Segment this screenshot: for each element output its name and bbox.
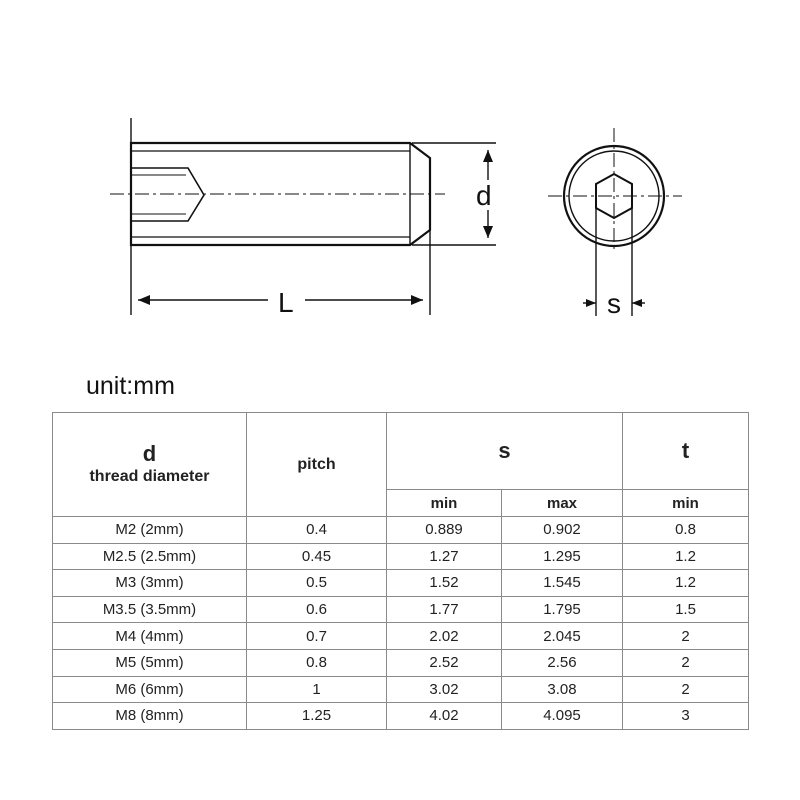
cell-s-min: 2.02 (387, 623, 502, 650)
cell-t-min: 2 (623, 649, 749, 676)
cell-thread-size: M3.5 (3.5mm) (53, 596, 247, 623)
cell-s-min: 2.52 (387, 649, 502, 676)
cell-pitch: 1.25 (247, 703, 387, 730)
set-screw-technical-drawing (0, 0, 800, 360)
cell-s-max: 2.045 (502, 623, 623, 650)
table-row (53, 596, 749, 623)
cell-t-min: 1.5 (623, 596, 749, 623)
cell-s-min: 3.02 (387, 676, 502, 703)
cell-t-min: 2 (623, 623, 749, 650)
screw-end-view (548, 128, 682, 252)
header-d-desc: thread diameter (89, 467, 210, 485)
header-t-min: min (623, 490, 749, 517)
cell-s-min: 1.27 (387, 543, 502, 570)
cell-thread-size: M5 (5mm) (53, 649, 247, 676)
cell-t-min: 1.2 (623, 543, 749, 570)
label-s: s (607, 288, 621, 319)
label-L: L (278, 287, 294, 318)
header-t (623, 413, 749, 490)
cell-pitch: 0.6 (247, 596, 387, 623)
table-row (53, 517, 749, 544)
cell-s-max: 1.295 (502, 543, 623, 570)
header-s-label: s (498, 438, 511, 463)
cell-thread-size: M2.5 (2.5mm) (53, 543, 247, 570)
cell-thread-size: M3 (3mm) (53, 570, 247, 597)
cell-pitch: 0.4 (247, 517, 387, 544)
header-s-min: min (387, 490, 502, 517)
cell-s-max: 0.902 (502, 517, 623, 544)
screw-side-view (110, 143, 445, 245)
header-row (53, 413, 749, 490)
cell-pitch: 1 (247, 676, 387, 703)
cell-s-max: 2.56 (502, 649, 623, 676)
table-row (53, 649, 749, 676)
dimension-L (131, 118, 430, 315)
cell-pitch: 0.8 (247, 649, 387, 676)
cell-t-min: 2 (623, 676, 749, 703)
cell-pitch: 0.45 (247, 543, 387, 570)
unit-label: unit:mm (86, 372, 175, 400)
header-pitch-label: pitch (297, 455, 336, 473)
spec-table (52, 412, 749, 730)
cell-pitch: 0.7 (247, 623, 387, 650)
cell-s-max: 1.545 (502, 570, 623, 597)
cell-t-min: 0.8 (623, 517, 749, 544)
table-row (53, 703, 749, 730)
table-row (53, 543, 749, 570)
table-row (53, 676, 749, 703)
table-row (53, 623, 749, 650)
cell-s-max: 3.08 (502, 676, 623, 703)
cell-t-min: 3 (623, 703, 749, 730)
header-s-max: max (502, 490, 623, 517)
cell-thread-size: M8 (8mm) (53, 703, 247, 730)
cell-t-min: 1.2 (623, 570, 749, 597)
header-d-symbol: d (142, 440, 157, 466)
cell-s-max: 1.795 (502, 596, 623, 623)
cell-pitch: 0.5 (247, 570, 387, 597)
header-t-label: t (681, 438, 690, 463)
header-s (387, 413, 623, 490)
cell-s-max: 4.095 (502, 703, 623, 730)
header-pitch (247, 413, 387, 517)
cell-s-min: 4.02 (387, 703, 502, 730)
label-d: d (476, 180, 492, 211)
cell-s-min: 0.889 (387, 517, 502, 544)
cell-thread-size: M4 (4mm) (53, 623, 247, 650)
cell-thread-size: M2 (2mm) (53, 517, 247, 544)
table-row (53, 570, 749, 597)
cell-s-min: 1.77 (387, 596, 502, 623)
header-d (53, 413, 247, 517)
cell-thread-size: M6 (6mm) (53, 676, 247, 703)
cell-s-min: 1.52 (387, 570, 502, 597)
